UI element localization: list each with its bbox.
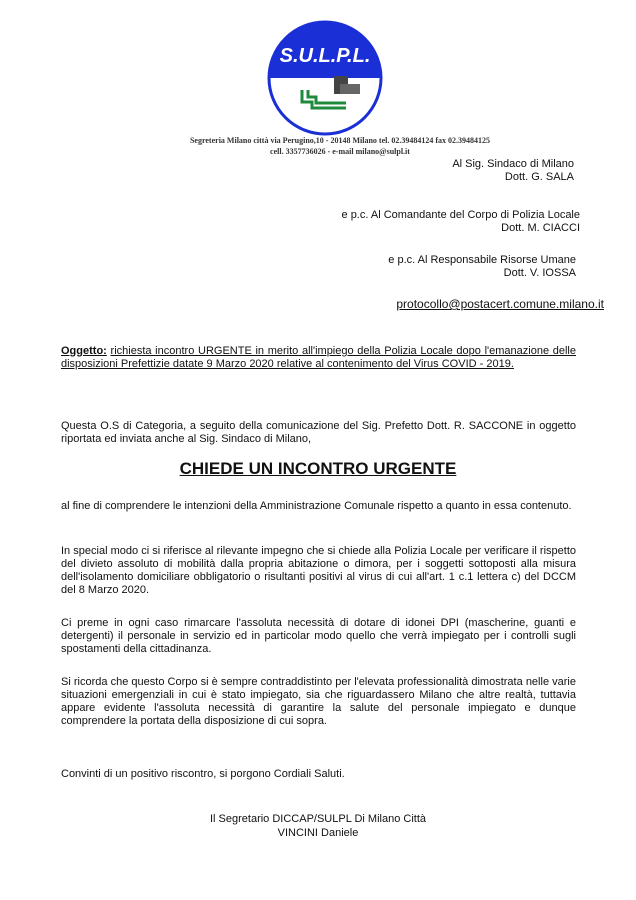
body-paragraph-3: Ci preme in ogni caso rimarcare l'assoluta necessità di dotare di idonei DPI (mascherine, guanti e detergenti) il personale in servizio ed in particolar modo quello che verrà impiegato per i controlli sugli spostamenti della cittadinanza. bbox=[61, 617, 576, 655]
subject bbox=[61, 345, 576, 371]
body-paragraph-1: al fine di comprendere le intenzioni della Amministrazione Comunale rispetto a quanto in essa contenuto. bbox=[61, 500, 572, 512]
signature-title: Il Segretario DICCAP/SULPL Di Milano Città bbox=[209, 813, 426, 825]
pec-email-link[interactable]: protocollo@postacert.comune.milano.it bbox=[396, 297, 604, 311]
sulpl-logo bbox=[262, 18, 388, 138]
body-paragraph-2: In special modo ci si riferisce al rilevante impegno che si chiede alla Polizia Locale per verificare il rispetto del divieto assoluto di mobilità dalla propria abitazione o dimora, per i soggetti sottoposti alla misura dell'isolamento domiciliare obbligatorio o risultanti positivi al virus di cui all'art. 1 c.1 lettera c) del DCCM del 8 Marzo 2020. bbox=[61, 545, 576, 596]
logo-emblem bbox=[262, 18, 388, 138]
logo-text: S.U.L.P.L. bbox=[279, 45, 371, 67]
recipient-line: e p.c. Al Comandante del Corpo di Polizia Locale bbox=[341, 209, 580, 221]
recipient-line: Al Sig. Sindaco di Milano bbox=[452, 158, 574, 170]
main-heading: CHIEDE UN INCONTRO URGENTE bbox=[179, 459, 457, 478]
recipient-name: Dott. G. SALA bbox=[504, 171, 574, 183]
recipient-block-risorse-umane bbox=[388, 254, 576, 280]
recipient-block-comandante bbox=[342, 209, 580, 235]
body-paragraph-4: Si ricorda che questo Corpo si è sempre contraddistinto per l'elevata professionalità dimostrata nelle varie situazioni emergenziali in cui è stato impiegato, sia che riguardassero Milano che altre realtà, tuttavia appare evidente l'assoluta necessità di garantire la salute del personale impiegato e dunque comprendere la portata della disposizione di cui sopra. bbox=[61, 676, 576, 727]
signature-name: VINCINI Daniele bbox=[277, 827, 359, 839]
signature bbox=[0, 812, 636, 840]
subject-label: Oggetto: bbox=[61, 345, 107, 357]
letterhead-line-1: Segreteria Milano città via Perugino,10 - 20148 Milano tel. 02.39484124 fax 02.39484125 bbox=[189, 136, 491, 145]
subject-text: richiesta incontro URGENTE in merito all'impiego della Polizia Locale dopo l'emanazione delle disposizioni Prefettizie datate 9 Marzo 2020 relative al contenimento del Virus COVID - 2019. bbox=[61, 345, 576, 370]
intro-paragraph: Questa O.S di Categoria, a seguito della comunicazione del Sig. Prefetto Dott. R. SACCONE in oggetto riportata ed inviata anche al Sig. Sindaco di Milano, bbox=[61, 420, 576, 445]
recipient-name: Dott. V. IOSSA bbox=[503, 267, 576, 279]
closing-paragraph: Convinti di un positivo riscontro, si porgono Cordiali Saluti. bbox=[61, 768, 345, 780]
recipient-name: Dott. M. CIACCI bbox=[501, 222, 580, 234]
recipient-block-sindaco bbox=[452, 158, 574, 184]
letterhead-line-2: cell. 3357736026 - e-mail milano@sulpl.it bbox=[270, 147, 410, 156]
recipient-line: e p.c. Al Responsabile Risorse Umane bbox=[388, 254, 576, 266]
